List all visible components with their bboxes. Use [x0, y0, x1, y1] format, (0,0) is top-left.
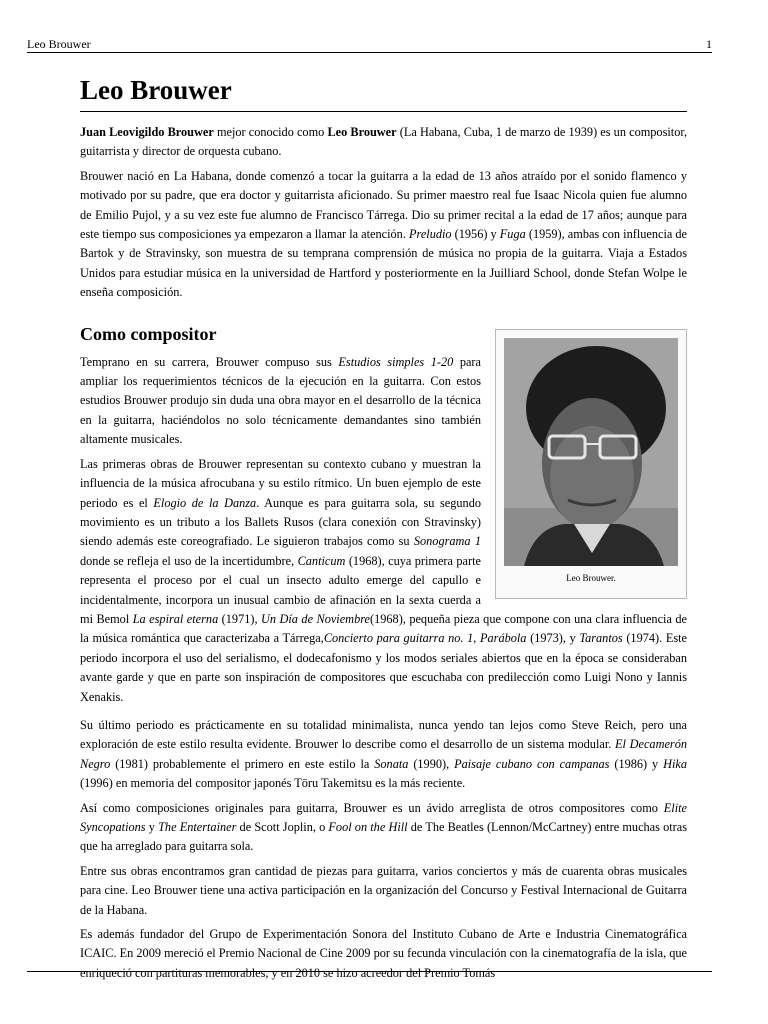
- portrait-figure: [495, 329, 687, 599]
- section-heading: Como compositor: [80, 323, 217, 344]
- page-number: 1: [706, 37, 712, 51]
- paragraph-early-works: Las primeras obras de Brouwer representan su contexto cubano y muestran la influencia de la música afrocubana y su estilo rítmico. Un buen ejemplo de este periodo es el Elogio de la Danza. Aunque es para guitarra sola, su segundo movimiento es un tributo a los Ballets Rusos (clara conexión con Stravinsky) siendo además este coreografiado. Le siguieron trabajos como su Sonograma 1 donde se refleja el uso de la incertidumbre, Canticum (1968), cuya primera parte representa el proceso por el cual un insecto adulto emerge del capullo e incidentalmente, incorpora un inusual cambio de afinación en la sexta cuerda a mi Bemol La espiral eterna (1971), Un Día de Noviembre(1968), pequeña pieza que compone con una clara influencia de la música romántica que caracterizaba a Tárrega,Concierto para guitarra no. 1, Parábola (1973), y Tarantos (1974). Este periodo incorpora el uso del serialismo, el dodecafonismo y los modos seriales abiertos que en la época se consideraban avante garde y que en parte son inspiración de compositores que escuchaba con predilección como Luigi Nono y Iannis Xenakis.: [80, 456, 687, 704]
- figure-caption: Leo Brouwer.: [566, 572, 616, 583]
- paragraph-film-works: Entre sus obras encontramos gran cantidad de piezas para guitarra, varios conciertos y más de cuarenta obras musicales para cine. Leo Brouwer tiene una activa participación en la organización del Concurso y Festival Internacional de Guitarra de la Habana.: [80, 863, 687, 917]
- paragraph-arrangements: Así como composiciones originales para guitarra, Brouwer es un ávido arreglista de otros compositores como Elite Syncopations y The Entertainer de Scott Joplin, o Fool on the Hill de The Beatles (Lennon/McCartney) entre muchas otras que ha arreglado para guitarra sola.: [80, 800, 688, 854]
- short-name: Leo Brouwer: [327, 125, 397, 139]
- article-title: Leo Brouwer: [80, 73, 687, 112]
- page-header: [27, 36, 712, 53]
- article-body: [80, 73, 687, 988]
- paragraph-minimalist: Su último periodo es prácticamente en su totalidad minimalista, nunca yendo tan lejos como Steve Reich, pero una exploración de este estilo resulta evidente. Brouwer lo describe como el desarrollo de un sistema modular. El Decamerón Negro (1981) probablemente el primero en este estilo la Sonata (1990), Paisaje cubano con campanas (1986) y Hika (1996) en memoria del compositor japonés Tōru Takemitsu es la más reciente.: [80, 717, 687, 791]
- full-name: Juan Leovigildo Brouwer: [80, 125, 214, 139]
- portrait-image: [504, 338, 678, 566]
- paragraph-estudios: Temprano en su carrera, Brouwer compuso sus Estudios simples 1-20 para ampliar los requerimientos técnicos de la ejecución en la guitarra. Con estos estudios Brouwer produjo sin duda una obra mayor en el desarrollo de la técnica en la guitarra, haciéndolos no solo técnicamente demandantes sino también altamente musicales.: [80, 354, 481, 447]
- portrait-photo: [504, 338, 678, 566]
- paragraph-icaic: Es además fundador del Grupo de Experimentación Sonora del Instituto Cubano de Arte e Industria Cinematográfica ICAIC. En 2009 mereció el Premio Nacional de Cine 2009 por su fecunda vinculación con la cinematografía de la isla, que enriqueció con partituras memorables, y en 2010 se hizo acreedor del Premio Tomás: [80, 927, 687, 980]
- intro-paragraph: Juan Leovigildo Brouwer mejor conocido como Leo Brouwer (La Habana, Cuba, 1 de marzo de 1939) es un compositor, guitarrista y director de orquesta cubano.: [80, 125, 688, 159]
- footer-rule: [27, 971, 712, 972]
- biography-paragraph: Brouwer nació en La Habana, donde comenzó a tocar la guitarra a la edad de 13 años atraído por el sonido flamenco y motivado por su padre, que era doctor y guitarrista aficionado. Su primer maestro real fue Isaac Nicola quien fue alumno de Emilio Pujol, y a su vez este fue alumno de Francisco Tárrega. Dio su primer recital a la edad de 17 años; aunque para este tiempo sus composiciones ya empezaron a llamar la atención. Preludio (1956) y Fuga (1959), ambas con influencia de Bartok y de Stravinsky, son muestra de su temprana comprensión de música no propia de la guitarra. Viaja a Estados Unidos para estudiar música en la universidad de Hartford y posteriormente en la Juilliard School, donde Stefan Wolpe le enseña composición.: [80, 168, 688, 300]
- header-title: Leo Brouwer: [27, 37, 91, 51]
